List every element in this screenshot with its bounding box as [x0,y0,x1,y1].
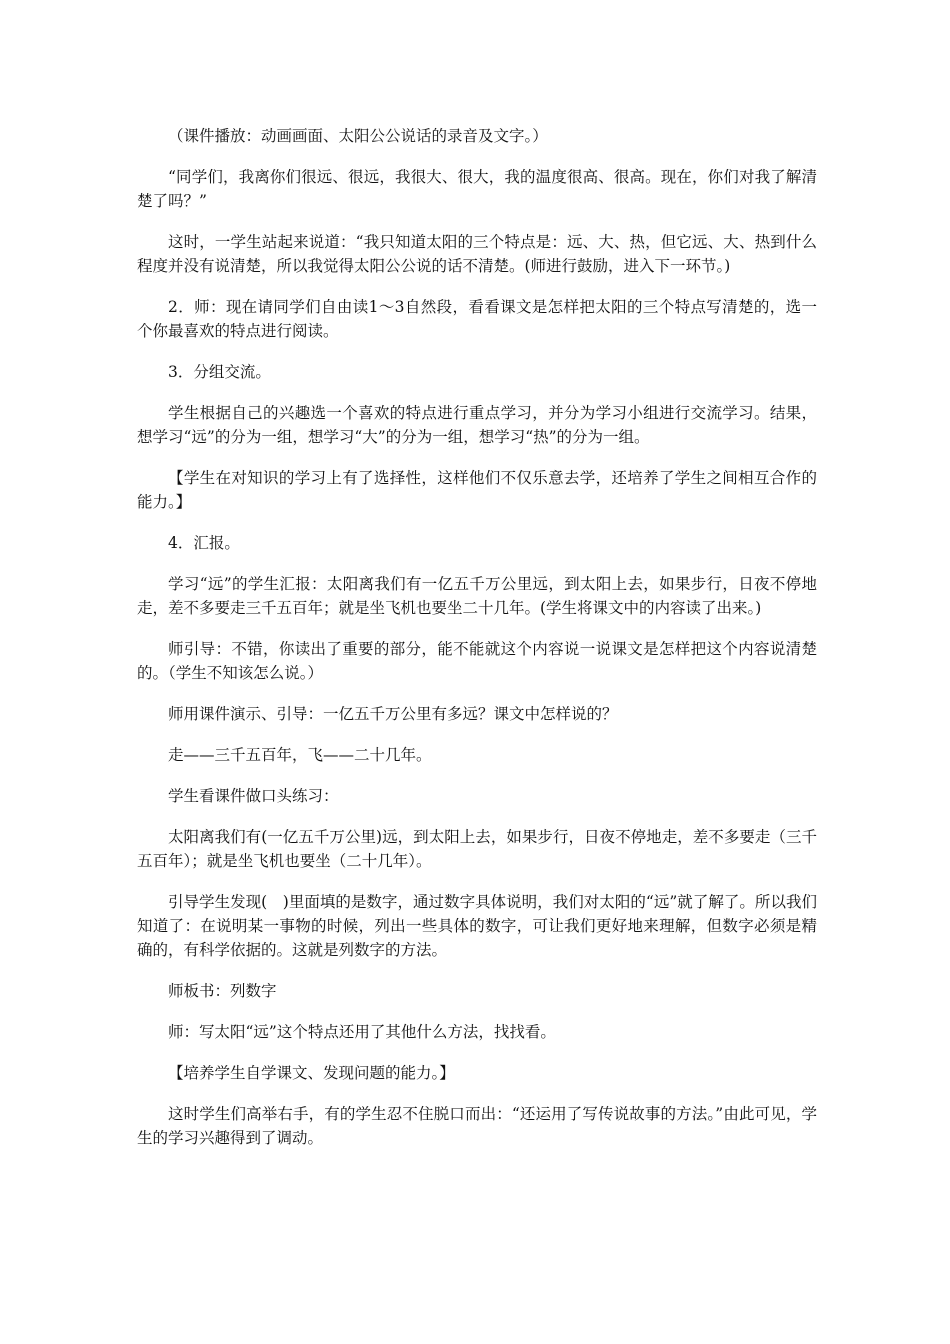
paragraph-walk-fly: 走——三千五百年，飞——二十几年。 [168,746,432,764]
paragraph-step-3: 3．分组交流。 [168,363,271,381]
paragraph-oral-practice: 学生看课件做口头练习： [168,787,339,805]
paragraph-teacher-guide: 师引导：不错，你读出了重要的部分，能不能就这个内容说一说课文是怎样把这个内容说清楚的。（学生不知该怎么说。） [137,640,817,682]
paragraph-fill-in: 太阳离我们有(一亿五千万公里)远，到太阳上去，如果步行，日夜不停地走，差不多要走（三千五百年）；就是坐飞机也要坐（二十几年）。 [137,828,817,870]
paragraph-far-report: 学习“远”的学生汇报：太阳离我们有一亿五千万公里远，到太阳上去，如果步行，日夜不停地走，差不多要走三千五百年；就是坐飞机也要坐二十几年。(学生将课文中的内容读了出来。) [137,575,817,617]
paragraph-courseware-demo: 师用课件演示、引导：一亿五千万公里有多远？课文中怎样说的？ [168,705,618,723]
paragraph-conclusion: 这时学生们高举右手，有的学生忍不住脱口而出：“还运用了写传说故事的方法。”由此可见，学生的学习兴趣得到了调动。 [137,1105,817,1147]
paragraph-step-2: 2．师：现在请同学们自由读1～3自然段，看看课文是怎样把太阳的三个特点写清楚的，选一个你最喜欢的特点进行阅读。 [137,298,817,340]
paragraph-step-4: 4．汇报。 [168,534,240,552]
paragraph-student-response: 这时，一学生站起来说道：“我只知道太阳的三个特点是：远、大、热，但它远、大、热到什么程度并没有说清楚，所以我觉得太阳公公说的话不清楚。(师进行鼓励，进入下一环节。) [137,233,817,275]
paragraph-blackboard: 师板书：列数字 [168,982,277,1000]
paragraph-number-method: 引导学生发现( )里面填的是数字，通过数字具体说明，我们对太阳的“远”就了解了。所以我们知道了：在说明某一事物的时候，列出一些具体的数字，可让我们更好地来理解，但数字必须是精确的，有科学依据的。这就是列数字的方法。 [137,893,817,959]
paragraph-courseware-note: （课件播放：动画画面、太阳公公说话的录音及文字。） [168,127,548,145]
paragraph-note-self-study: 【培养学生自学课文、发现问题的能力。】 [168,1064,455,1082]
document-body [137,124,817,1167]
paragraph-group-study: 学生根据自己的兴趣选一个喜欢的特点进行重点学习，并分为学习小组进行交流学习。结果，想学习“远”的分为一组，想学习“大”的分为一组，想学习“热”的分为一组。 [137,404,817,446]
paragraph-note-cooperation: 【学生在对知识的学习上有了选择性，这样他们不仅乐意去学，还培养了学生之间相互合作的能力。】 [137,469,817,511]
paragraph-other-methods: 师：写太阳“远”这个特点还用了其他什么方法，找找看。 [168,1023,556,1041]
paragraph-sun-speech: “同学们，我离你们很远、很远，我很大、很大，我的温度很高、很高。现在，你们对我了解清楚了吗？” [137,168,817,210]
